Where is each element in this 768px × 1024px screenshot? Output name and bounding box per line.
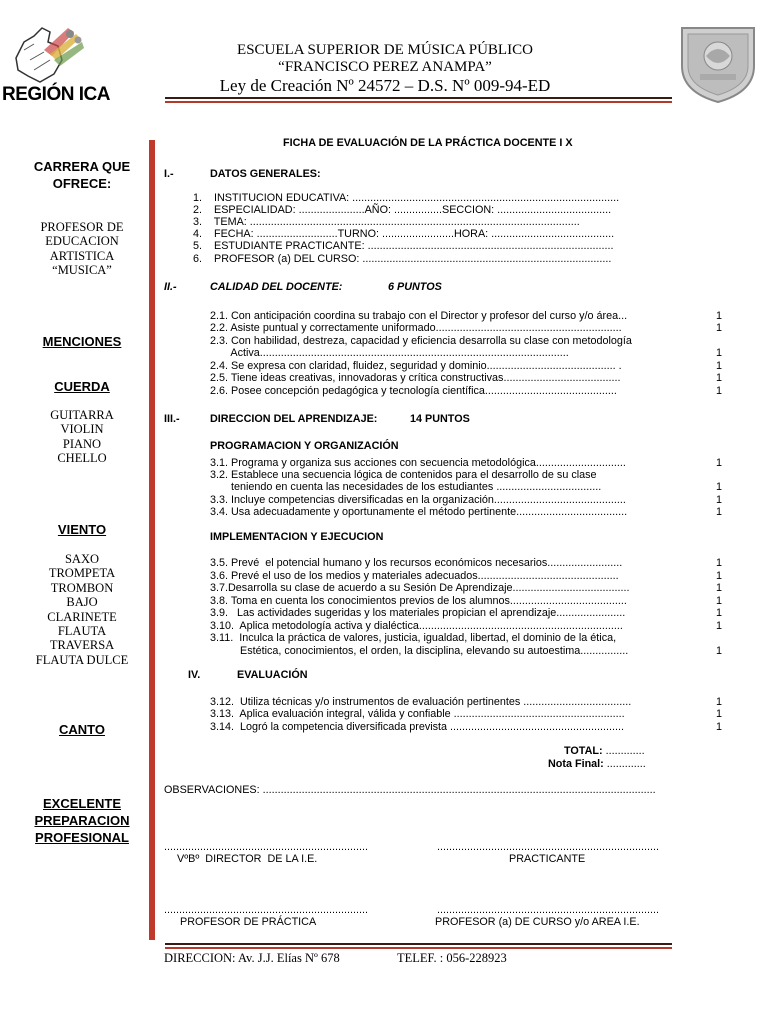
section-1-title: DATOS GENERALES: xyxy=(210,168,321,180)
header-rule-dark xyxy=(165,97,672,99)
school-subname: “FRANCISCO PEREZ ANAMPA” xyxy=(278,59,492,75)
criterion-text: 2.4. Se expresa con claridad, fluidez, seguridad y dominio........................................... . xyxy=(210,360,622,372)
criterion-text: 3.5. Prevé el potencial humano y los recursos económicos necesarios......................... xyxy=(210,557,623,569)
criterion-points: 1 xyxy=(715,721,722,733)
list-item: PIANO xyxy=(62,436,102,451)
criterion-text: 2.2. Asiste puntual y correctamente uniformado.............................................................. xyxy=(210,322,622,334)
sidebar-carrera-title: CARRERA QUE OFRECE: xyxy=(33,159,131,191)
nota-value-field[interactable]: ............. xyxy=(603,758,646,770)
criterion-text: 3.2. Establece una secuencia lógica de contenidos para el desarrollo de su clase xyxy=(210,469,597,481)
section-2-number: II.- xyxy=(164,281,177,293)
criterion-points: 1 xyxy=(715,457,722,469)
sidebar-menciones: MENCIONES xyxy=(42,334,122,349)
signature-line-profesor-practica[interactable]: .................................................................... xyxy=(164,904,368,916)
sidebar-viento-list xyxy=(16,552,148,667)
region-logo-text: REGIÓN ICA xyxy=(2,84,110,105)
criterion-text: 3.12. Utiliza técnicas y/o instrumentos de evaluación pertinentes .................................... xyxy=(210,696,632,708)
sidebar-canto-title: CANTO xyxy=(59,722,105,737)
criterion-text: 3.6. Prevé el uso de los medios y materiales adecuados............................................... xyxy=(210,570,619,582)
section-1-number: I.- xyxy=(164,168,174,180)
criterion-text: 3.9. Las actividades sugeridas y los materiales propician el aprendizaje....................... xyxy=(210,607,626,619)
signature-label-practicante: PRACTICANTE xyxy=(509,853,586,865)
total-row xyxy=(564,745,645,757)
criterion-points: 1 xyxy=(715,385,722,397)
sidebar-carrera-line: “MUSICA” xyxy=(52,263,112,278)
section-4-number: IV. xyxy=(188,669,201,681)
criterion-points: 1 xyxy=(715,582,722,594)
criterion-points: 1 xyxy=(715,506,722,518)
criterion-text: 2.5. Tiene ideas creativas, innovadoras y crítica constructivas....................................... xyxy=(210,372,621,384)
form-line: 4. FECHA: ...........................TURNO: ........................HORA: ......................................... xyxy=(193,228,615,240)
criterion-text: 2.3. Con habilidad, destreza, capacidad y eficiencia desarrolla su clase con metodología xyxy=(210,335,632,347)
list-item: TROMPETA xyxy=(48,566,116,581)
school-name: ESCUELA SUPERIOR DE MÚSICA PÚBLICO xyxy=(237,42,533,58)
total-label: TOTAL: xyxy=(564,745,603,757)
list-item: TRAVERSA xyxy=(49,638,115,653)
footer-rule-dark xyxy=(165,943,672,945)
sidebar-tagline xyxy=(16,795,148,846)
list-item: TROMBON xyxy=(50,580,114,595)
tagline-line: PROFESIONAL xyxy=(35,830,129,845)
section-2-title: CALIDAD DEL DOCENTE: xyxy=(210,281,343,293)
sidebar-carrera-line: EDUCACION xyxy=(45,234,119,249)
tagline-line: EXCELENTE xyxy=(42,796,121,811)
form-line: 1. INSTITUCION EDUCATIVA: ......................................................................................... xyxy=(193,192,620,204)
criterion-text: 3.13. Aplica evaluación integral, válida y confiable ......................................................... xyxy=(210,708,625,720)
criterion-text: Estética, conocimientos, el orden, la disciplina, elevando su autoestima................ xyxy=(210,645,629,657)
sidebar-cuerda-title: CUERDA xyxy=(54,379,110,394)
criterion-points: 1 xyxy=(715,645,722,657)
nota-label: Nota Final: xyxy=(548,758,604,770)
list-item: BAJO xyxy=(66,595,98,610)
criterion-text: Activa....................................................................................................... xyxy=(210,347,569,359)
total-value-field[interactable]: ............. xyxy=(602,745,645,757)
criterion-points: 1 xyxy=(715,708,722,720)
criterion-text: 2.6. Posee concepción pedagógica y tecnología científica............................................ xyxy=(210,385,617,397)
criterion-points: 1 xyxy=(715,310,722,322)
criterion-text: 3.8. Toma en cuenta los conocimientos previos de los alumnos....................................... xyxy=(210,595,627,607)
criterion-text: 3.3. Incluye competencias diversificadas en la organización............................................ xyxy=(210,494,626,506)
criterion-points: 1 xyxy=(715,347,722,359)
list-item: FLAUTA DULCE xyxy=(35,652,129,667)
observaciones-field[interactable]: OBSERVACIONES: ................................................................................................................................... xyxy=(164,784,656,796)
sidebar-viento-title: VIENTO xyxy=(57,522,107,537)
criterion-text: 3.14. Logró la competencia diversificada prevista .......................................................... xyxy=(210,721,625,733)
criterion-text: 3.10. Aplica metodología activa y dialéctica.................................................................... xyxy=(210,620,623,632)
signature-label-profesor-curso: PROFESOR (a) DE CURSO y/o AREA I.E. xyxy=(435,916,640,928)
law-line: Ley de Creación Nº 24572 – D.S. Nº 009-94-ED xyxy=(219,76,551,95)
programacion-title: PROGRAMACION Y ORGANIZACIÓN xyxy=(210,440,399,452)
criterion-text: 3.7.Desarrolla su clase de acuerdo a su Sesión De Aprendizaje....................................... xyxy=(210,582,630,594)
form-line: 3. TEMA: .............................................................................................................. xyxy=(193,216,580,228)
criterion-points: 1 xyxy=(715,360,722,372)
criterion-text: teniendo en cuenta las necesidades de los estudiantes ................................... xyxy=(210,481,602,493)
signature-label-director: VºBº DIRECTOR DE LA I.E. xyxy=(177,853,318,865)
criterion-text: 3.11. Inculca la práctica de valores, justicia, igualdad, libertad, el dominio de la ética, xyxy=(210,632,617,644)
section-4-title: EVALUACIÓN xyxy=(237,669,308,681)
header-rule-red xyxy=(165,101,672,103)
signature-line-director[interactable]: .................................................................... xyxy=(164,841,368,853)
section-2-points: 6 PUNTOS xyxy=(388,281,442,293)
form-line: 2. ESPECIALIDAD: ......................AÑO: ................SECCION: ...................................... xyxy=(193,204,612,216)
list-item: CLARINETE xyxy=(47,609,117,624)
form-title: FICHA DE EVALUACIÓN DE LA PRÁCTICA DOCENTE I X xyxy=(283,137,573,149)
criterion-points: 1 xyxy=(715,620,722,632)
section-3-points: 14 PUNTOS xyxy=(410,413,470,425)
form-line: 6. PROFESOR (a) DEL CURSO: ................................................................................... xyxy=(193,253,612,265)
tagline-line: PREPARACION xyxy=(34,813,130,828)
signature-line-profesor-curso[interactable]: .......................................................................... xyxy=(437,904,659,916)
footer-rule-red xyxy=(165,947,672,949)
implementacion-title: IMPLEMENTACION Y EJECUCION xyxy=(210,531,384,543)
form-line: 5. ESTUDIANTE PRACTICANTE: .................................................................................. xyxy=(193,240,614,252)
list-item: FLAUTA xyxy=(57,624,107,639)
sidebar-carrera xyxy=(16,220,148,278)
sidebar-carrera-line: ARTISTICA xyxy=(49,248,115,263)
criterion-text: 2.1. Con anticipación coordina su trabajo con el Director y profesor del curso y/o área... xyxy=(210,310,628,322)
section-3-number: III.- xyxy=(164,413,180,425)
sidebar-carrera-line: PROFESOR DE xyxy=(40,220,124,234)
accent-vertical-bar xyxy=(149,140,155,940)
criterion-text: 3.4. Usa adecuadamente y oportunamente el método pertinente..................................... xyxy=(210,506,628,518)
criterion-points: 1 xyxy=(715,481,722,493)
list-item: SAXO xyxy=(64,552,100,566)
criterion-points: 1 xyxy=(715,557,722,569)
criterion-points: 1 xyxy=(715,372,722,384)
section-3-title: DIRECCION DEL APRENDIZAJE: xyxy=(210,413,378,425)
crest-shield-icon xyxy=(676,20,760,104)
criterion-points: 1 xyxy=(715,607,722,619)
school-crest xyxy=(676,20,760,104)
footer-phone: TELEF. : 056-228923 xyxy=(397,951,507,965)
criterion-points: 1 xyxy=(715,570,722,582)
region-logo xyxy=(2,20,110,106)
list-item: VIOLIN xyxy=(60,422,104,437)
sidebar-cuerda-list xyxy=(16,408,148,466)
criterion-points: 1 xyxy=(715,696,722,708)
list-item: GUITARRA xyxy=(50,408,114,422)
criterion-points: 1 xyxy=(715,322,722,334)
criterion-text: 3.1. Programa y organiza sus acciones con secuencia metodológica.............................. xyxy=(210,457,626,469)
criterion-points: 1 xyxy=(715,494,722,506)
footer-address: DIRECCION: Av. J.J. Elías Nº 678 xyxy=(164,951,340,965)
list-item: CHELLO xyxy=(57,451,107,466)
signature-line-practicante[interactable]: .......................................................................... xyxy=(437,841,659,853)
nota-row xyxy=(548,758,646,770)
signature-label-profesor-practica: PROFESOR DE PRÁCTICA xyxy=(180,916,317,928)
criterion-points: 1 xyxy=(715,595,722,607)
